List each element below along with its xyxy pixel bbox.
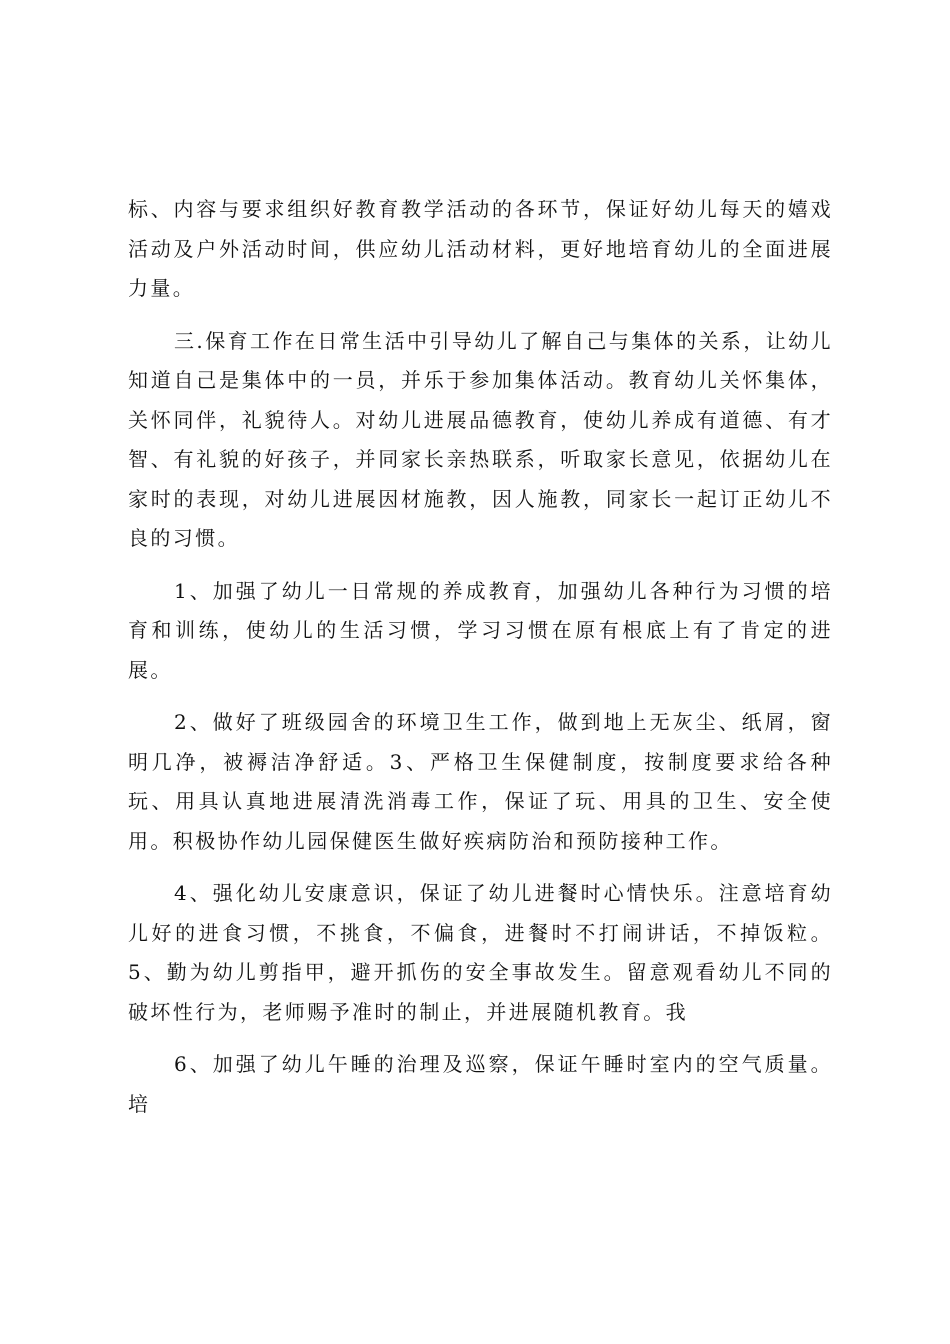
document-body xyxy=(128,190,833,1137)
paragraph: 1、加强了幼儿一日常规的养成教育，加强幼儿各种行为习惯的培育和训练，使幼儿的生活习惯，学习习惯在原有根底上有了肯定的进展。 xyxy=(128,578,833,682)
paragraph: 4、强化幼儿安康意识，保证了幼儿进餐时心情快乐。注意培育幼儿好的进食习惯，不挑食，不偏食，进餐时不打闹讲话，不掉饭粒。5、勤为幼儿剪指甲，避开抓伤的安全事故发生。留意观看幼儿不同的破坏性行为，老师赐予准时的制止，并进展随机教育。我 xyxy=(128,881,833,1024)
paragraph: 6、加强了幼儿午睡的治理及巡察，保证午睡时室内的空气质量。培 xyxy=(128,1052,833,1116)
paragraph: 三.保育工作在日常生活中引导幼儿了解自己与集体的关系，让幼儿知道自己是集体中的一员，并乐于参加集体活动。教育幼儿关怀集体，关怀同伴，礼貌待人。对幼儿进展品德教育，使幼儿养成有道德、有才智、有礼貌的好孩子，并同家长亲热联系，听取家长意见，依据幼儿在家时的表现，对幼儿进展因材施教，因人施教，同家长一起订正幼儿不良的习惯。 xyxy=(128,328,833,550)
paragraph: 2、做好了班级园舍的环境卫生工作，做到地上无灰尘、纸屑，窗明几净，被褥洁净舒适。3、严格卫生保健制度，按制度要求给各种玩、用具认真地进展清洗消毒工作，保证了玩、用具的卫生、安全使用。积极协作幼儿园保健医生做好疾病防治和预防接种工作。 xyxy=(128,710,833,853)
paragraph: 标、内容与要求组织好教育教学活动的各环节，保证好幼儿每天的嬉戏活动及户外活动时间，供应幼儿活动材料，更好地培育幼儿的全面进展力量。 xyxy=(128,197,833,300)
